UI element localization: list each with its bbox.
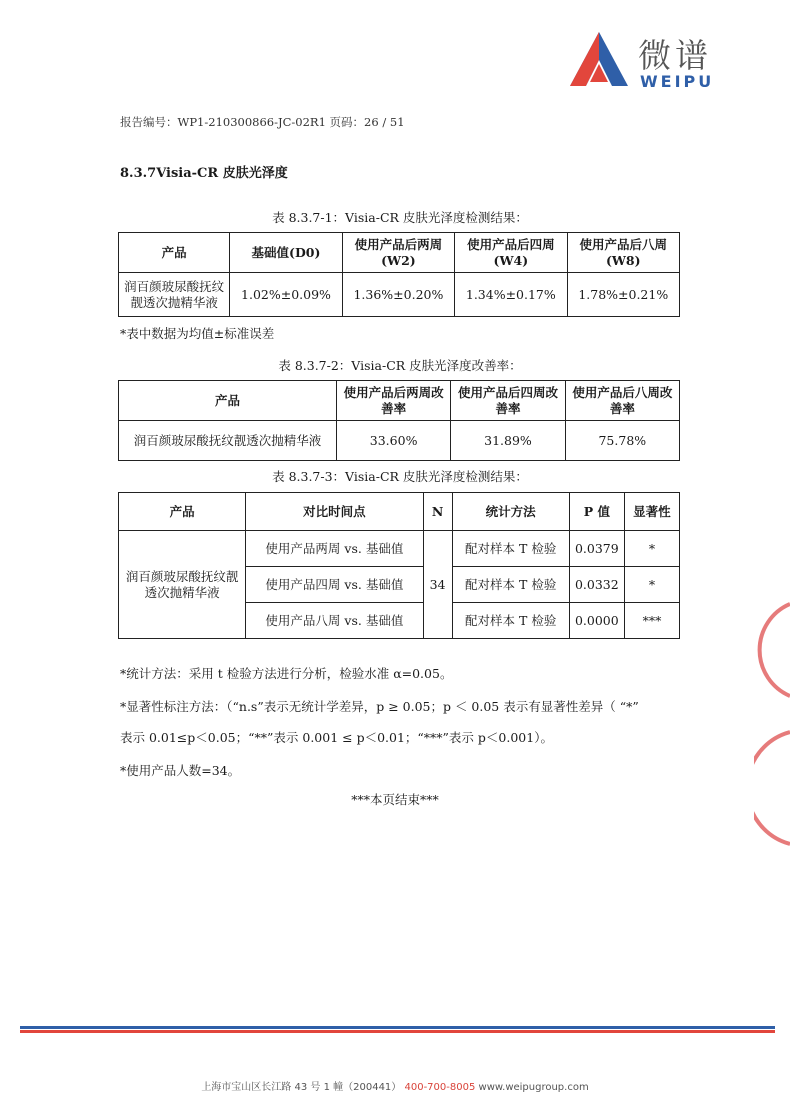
note-significance-line2: 表示 0.01≤p＜0.05；“**”表示 0.001 ≤ p＜0.01；“***”表示 p＜0.001）。 — [120, 730, 553, 745]
value-cell: 1.36%±0.20% — [342, 273, 454, 317]
significance-cell: * — [624, 567, 679, 603]
table3 — [118, 492, 680, 639]
table1-header-cell: 产品 — [119, 233, 230, 273]
p-value-cell: 0.0000 — [569, 603, 624, 639]
footer-divider-blue — [20, 1026, 775, 1029]
value-cell: 1.34%±0.17% — [455, 273, 567, 317]
n-cell: 34 — [423, 531, 452, 639]
table3-caption: 表 8.3.7-3：Visia-CR 皮肤光泽度检测结果： — [272, 469, 528, 484]
report-number: 报告编号：WP1-210300866-JC-02R1 页码：26 / 51 — [120, 115, 405, 129]
table2-header-cell: 使用产品后八周改善率 — [565, 381, 679, 421]
section-title: 8.3.7Visia-CR 皮肤光泽度 — [120, 166, 288, 181]
product-cell: 润百颜玻尿酸抚纹靓透次抛精华液 — [119, 273, 230, 317]
table1-header-cell: 使用产品后四周(W4) — [455, 233, 567, 273]
product-cell: 润百颜玻尿酸抚纹靓透次抛精华液 — [119, 421, 337, 461]
time-point-cell: 使用产品四周 vs. 基础值 — [246, 567, 423, 603]
value-cell: 1.78%±0.21% — [567, 273, 679, 317]
table2-caption: 表 8.3.7-2：Visia-CR 皮肤光泽度改善率： — [278, 358, 522, 373]
footer-divider-red — [20, 1030, 775, 1033]
p-value-cell: 0.0332 — [569, 567, 624, 603]
table2-header-row — [119, 381, 680, 421]
weipu-logo — [566, 28, 726, 94]
stamp-fragment-icon — [754, 728, 790, 848]
footer-address: 上海市宝山区长江路 43 号 1 幢（200441） — [201, 1082, 402, 1093]
table1-header-cell: 使用产品后两周(W2) — [342, 233, 454, 273]
footer-website: www.weipugroup.com — [478, 1082, 589, 1093]
table2-header-cell: 使用产品后四周改善率 — [451, 381, 565, 421]
table3-header-cell: 显著性 — [624, 493, 679, 531]
weipu-logo-mark — [566, 28, 632, 94]
table3-header-cell: 产品 — [119, 493, 246, 531]
page-end-marker: ***本页结束*** — [351, 792, 439, 807]
logo-english-name: WEIPU — [640, 72, 715, 91]
table-row — [119, 273, 680, 317]
significance-cell: *** — [624, 603, 679, 639]
table3-header-cell: P 值 — [569, 493, 624, 531]
table3-header-cell: N — [423, 493, 452, 531]
table3-header-row — [119, 493, 680, 531]
footer-phone: 400-700-8005 — [404, 1082, 476, 1093]
table2-header-cell: 产品 — [119, 381, 337, 421]
table1-note: *表中数据为均值±标准误差 — [120, 326, 275, 341]
table1-header-cell: 基础值(D0) — [230, 233, 342, 273]
footer-contact — [0, 1078, 790, 1093]
note-significance-line1: *显著性标注方法：（“n.s”表示无统计学差异，p ≥ 0.05；p ＜ 0.05 表示有显著性差异（ “*” — [120, 699, 639, 714]
time-point-cell: 使用产品两周 vs. 基础值 — [246, 531, 423, 567]
value-cell: 33.60% — [336, 421, 450, 461]
value-cell: 31.89% — [451, 421, 565, 461]
p-value-cell: 0.0379 — [569, 531, 624, 567]
table-row — [119, 421, 680, 461]
significance-cell: * — [624, 531, 679, 567]
product-cell: 润百颜玻尿酸抚纹靓透次抛精华液 — [119, 531, 246, 639]
table1 — [118, 232, 680, 317]
note-subject-count: *使用产品人数=34。 — [120, 763, 241, 778]
table3-header-cell: 统计方法 — [452, 493, 569, 531]
table1-caption: 表 8.3.7-1：Visia-CR 皮肤光泽度检测结果： — [272, 210, 528, 225]
table3-header-cell: 对比时间点 — [246, 493, 423, 531]
table-row — [119, 531, 680, 567]
method-cell: 配对样本 T 检验 — [452, 603, 569, 639]
method-cell: 配对样本 T 检验 — [452, 567, 569, 603]
time-point-cell: 使用产品八周 vs. 基础值 — [246, 603, 423, 639]
table2 — [118, 380, 680, 461]
method-cell: 配对样本 T 检验 — [452, 531, 569, 567]
table2-header-cell: 使用产品后两周改善率 — [336, 381, 450, 421]
value-cell: 1.02%±0.09% — [230, 273, 342, 317]
table1-header-row — [119, 233, 680, 273]
logo-chinese-name: 微谱 — [638, 36, 712, 75]
table1-header-cell: 使用产品后八周(W8) — [567, 233, 679, 273]
note-statistical-method: *统计方法：采用 t 检验方法进行分析，检验水准 α=0.05。 — [120, 666, 453, 681]
value-cell: 75.78% — [565, 421, 679, 461]
stamp-fragment-icon — [754, 600, 790, 700]
